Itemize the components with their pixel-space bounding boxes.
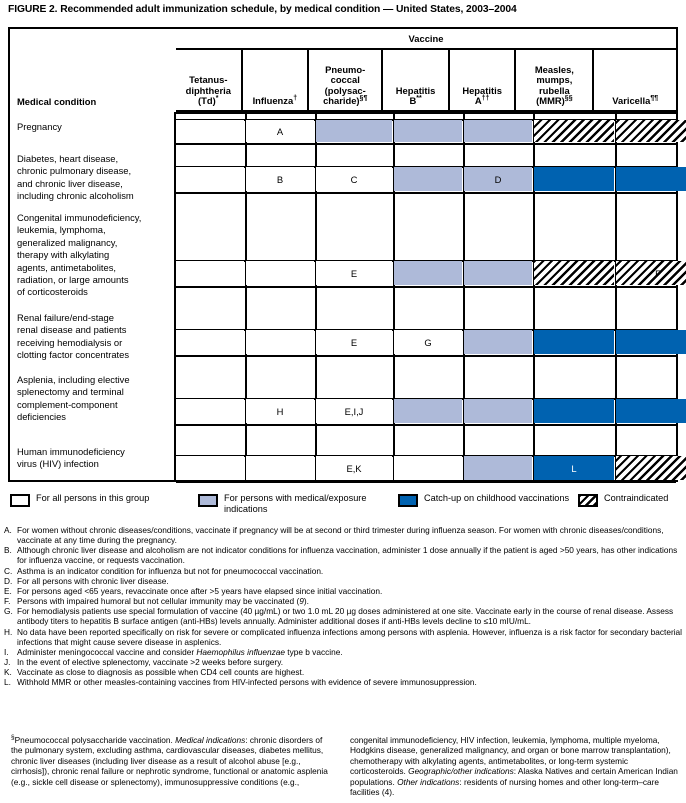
cell-pregnancy-influenza[interactable] <box>246 120 314 142</box>
condition-label-pregnancy <box>17 121 170 133</box>
cell-pregnancy-tetanus-diphtheria[interactable] <box>176 120 244 142</box>
footnote-marker: ¶¶ <box>650 95 659 103</box>
cell-asplenia-pneumococcal[interactable] <box>316 399 392 423</box>
footnote-g <box>4 606 682 626</box>
vaccine-header-line: Varicella¶¶ <box>612 95 659 107</box>
cell-hiv-hepatitis-a[interactable] <box>464 456 532 480</box>
cell-pregnancy-pneumococcal[interactable] <box>316 120 392 142</box>
cell-diabetes-heart-pulmonary-liver-varicella[interactable] <box>616 167 686 191</box>
condition-label-line: agents, antimetabolites, <box>17 261 117 273</box>
footnote-l <box>4 677 682 687</box>
condition-label-line: Asplenia, including elective <box>17 374 130 385</box>
footnote-text: No data have been reported specifically on risk for severe or complicated influenza infections among persons with asplenia. However, influenza is a risk factor for secondary bacterial infections that might cause severe disease in asplenics. <box>17 626 683 647</box>
condition-label-diabetes-heart-pulmonary-liver <box>17 153 170 203</box>
condition-label-renal-failure <box>17 312 170 362</box>
figure-title: FIGURE 2. Recommended adult immunization schedule, by medical condition — United States, 2003–2004 <box>8 4 517 15</box>
cell-diabetes-heart-pulmonary-liver-hepatitis-a[interactable] <box>464 167 532 191</box>
cell-congenital-immunodeficiency-tetanus-diphtheria[interactable] <box>176 261 244 285</box>
footnote-key: C. <box>4 565 13 576</box>
footnote-text: Persons with impaired humoral but not cellular immunity may be vaccinated (9). <box>17 596 309 607</box>
cell-label: E,I,J <box>344 405 364 417</box>
footnote-text: For women without chronic diseases/conditions, vaccinate if pregnancy will be at second or third trimester during influenza season. For women with chronic diseases/conditions, vaccinate at any time during the pregnancy. <box>17 525 664 546</box>
legend-label: For persons with medical/exposure indications <box>224 493 367 514</box>
vaccine-header-line: rubella <box>539 84 570 96</box>
vaccine-header-line: B** <box>409 95 422 107</box>
footnote-key: E. <box>4 585 12 596</box>
legend-item-lav <box>198 493 393 515</box>
footnote-key: K. <box>4 667 12 678</box>
grid-horizontal-rule <box>176 355 676 357</box>
footnote-k <box>4 667 682 677</box>
schedule-grid <box>176 112 676 480</box>
footnote-c <box>4 566 682 576</box>
legend <box>8 489 678 515</box>
vaccine-header-line: (Td)* <box>198 95 219 107</box>
cell-congenital-immunodeficiency-influenza[interactable] <box>246 261 314 285</box>
footnote-key: B. <box>4 545 12 556</box>
condition-label-line: chronic pulmonary disease, <box>17 165 132 177</box>
cell-asplenia-tetanus-diphtheria[interactable] <box>176 399 244 423</box>
condition-label-line: radiation, or large amounts <box>17 274 129 286</box>
vaccine-header-line: (polysac- <box>324 84 366 96</box>
vaccine-column-headers <box>176 50 676 112</box>
vaccine-header-influenza <box>243 50 310 110</box>
vaccine-header-line: Tetanus- <box>189 74 228 86</box>
cell-renal-failure-tetanus-diphtheria[interactable] <box>176 330 244 354</box>
cell-renal-failure-hepatitis-a[interactable] <box>464 330 532 354</box>
vaccine-header-hepatitis-b <box>383 50 450 110</box>
vaccine-header-line: Influenza† <box>252 95 298 107</box>
condition-label-line: deficiencies <box>17 411 66 423</box>
cell-renal-failure-hepatitis-b[interactable] <box>394 330 462 354</box>
cell-congenital-immunodeficiency-hepatitis-a[interactable] <box>464 261 532 285</box>
condition-label-line: virus (HIV) infection <box>17 458 99 470</box>
cell-renal-failure-pneumococcal[interactable] <box>316 330 392 354</box>
condition-label-line: and chronic liver disease, <box>17 177 123 189</box>
footnote-key: F. <box>4 596 11 607</box>
condition-label-hiv <box>17 446 170 471</box>
vaccine-header-line: Hepatitis <box>395 84 436 96</box>
cell-diabetes-heart-pulmonary-liver-influenza[interactable] <box>246 167 314 191</box>
grid-horizontal-rule <box>176 192 676 194</box>
cell-pregnancy-hepatitis-a[interactable] <box>464 120 532 142</box>
footnote-e <box>4 586 682 596</box>
condition-label-line: splenectomy and terminal <box>17 386 124 398</box>
cell-congenital-immunodeficiency-varicella[interactable] <box>616 261 686 285</box>
cell-label: H <box>276 405 284 417</box>
footnote-b <box>4 545 682 565</box>
legend-label: For all persons in this group <box>36 493 150 503</box>
vaccine-header-line: Pneumo- <box>325 63 366 75</box>
footnote-marker: †† <box>481 95 490 103</box>
vaccine-header-mmr <box>516 50 594 110</box>
footnote-text: Withhold MMR or other measles-containing vaccines from HIV-infected persons with evidence of severe immunosuppression. <box>17 677 477 688</box>
footnote-d <box>4 576 682 586</box>
section-footnote-marker: § <box>11 734 15 742</box>
condition-label-line: Diabetes, heart disease, <box>17 153 119 164</box>
footnote-marker: §§ <box>564 95 573 103</box>
condition-label-line: therapy with alkylating <box>17 249 110 261</box>
cell-hiv-tetanus-diphtheria[interactable] <box>176 456 244 480</box>
condition-column <box>10 112 176 480</box>
vaccine-header-pneumococcal <box>309 50 383 110</box>
footnote-j <box>4 657 682 667</box>
cell-diabetes-heart-pulmonary-liver-hepatitis-b[interactable] <box>394 167 462 191</box>
vaccine-header-varicella <box>594 50 676 110</box>
cell-congenital-immunodeficiency-pneumococcal[interactable] <box>316 261 392 285</box>
cell-hiv-varicella[interactable] <box>616 456 686 480</box>
cell-label: E,K <box>346 462 362 474</box>
cell-renal-failure-mmr[interactable] <box>534 330 614 354</box>
condition-label-line: including chronic alcoholism <box>17 190 134 202</box>
footnote-text: Asthma is an indicator condition for influenza but not for pneumococcal vaccination. <box>17 565 324 576</box>
condition-label-line: renal disease and patients <box>17 324 127 336</box>
legend-swatch-blue-icon <box>398 494 418 507</box>
grid-horizontal-rule <box>176 143 676 145</box>
condition-label-asplenia <box>17 374 170 424</box>
footnote-key: H. <box>4 626 13 637</box>
legend-item-hatch <box>578 493 686 507</box>
legend-swatch-white-icon <box>10 494 30 507</box>
cell-label: G <box>424 336 432 348</box>
condition-label-line: Pregnancy <box>17 121 62 132</box>
footnote-key: I. <box>4 646 9 657</box>
grid-horizontal-rule <box>176 481 676 483</box>
grid-horizontal-rule <box>176 286 676 288</box>
footnote-key: A. <box>4 525 12 535</box>
vaccine-header-hepatitis-a <box>450 50 517 110</box>
footnote-text: Administer meningococcal vaccine and consider Haemophilus influenzae type b vaccine. <box>17 646 343 657</box>
cell-label: B <box>276 173 284 185</box>
table-body <box>10 112 676 480</box>
footnote-text: For all persons with chronic liver disease. <box>17 575 169 586</box>
cell-diabetes-heart-pulmonary-liver-mmr[interactable] <box>534 167 614 191</box>
condition-label-line: Renal failure/end-stage <box>17 312 114 323</box>
vaccine-header-line: A†† <box>474 95 490 107</box>
vaccine-header-line: charide)§¶ <box>323 95 368 107</box>
grid-horizontal-rule <box>176 112 676 114</box>
cell-asplenia-influenza[interactable] <box>246 399 314 423</box>
legend-item-blue <box>398 493 573 507</box>
cell-renal-failure-influenza[interactable] <box>246 330 314 354</box>
legend-item-white <box>10 493 195 507</box>
footnote-key: L. <box>4 677 11 688</box>
cell-hiv-pneumococcal[interactable] <box>316 456 392 480</box>
vaccine-header-line: Measles, <box>534 63 574 75</box>
cell-label: A <box>276 125 284 137</box>
footnote-h <box>4 627 682 647</box>
footnote-key: J. <box>4 657 11 668</box>
condition-label-congenital-immunodeficiency <box>17 212 170 299</box>
legend-swatch-hatch-icon <box>578 494 598 507</box>
cell-asplenia-varicella[interactable] <box>616 399 686 423</box>
footnote-a <box>4 525 682 545</box>
cell-asplenia-hepatitis-a[interactable] <box>464 399 532 423</box>
cell-diabetes-heart-pulmonary-liver-pneumococcal[interactable] <box>316 167 392 191</box>
footnote-key: G. <box>4 606 13 617</box>
condition-label-line: generalized malignancy, <box>17 236 118 248</box>
condition-label-line: clotting factor concentrates <box>17 349 130 361</box>
footnote-marker: ** <box>416 95 422 103</box>
vaccine-header-line: coccal <box>330 74 360 86</box>
footnote-marker: * <box>215 95 219 103</box>
condition-label-line: leukemia, lymphoma, <box>17 224 106 236</box>
section-footnote-left-text: Pneumococcal polysaccharide vaccination. Medical indications: chronic disorders of the pulmonary system, excluding asthma, cardiovascular diseases, diabetes mellitus, chronic liver diseases (including liver disease as a result of alcohol abuse [e.g., cirrhosis]), chronic renal failure or nephrotic syndrome, functional or anatomic asplenia (e.g., sickle cell disease or splenectomy), immunosuppressive conditions (e.g., <box>11 735 328 787</box>
cell-congenital-immunodeficiency-hepatitis-b[interactable] <box>394 261 462 285</box>
cell-label: E <box>350 267 358 279</box>
footnote-list <box>4 525 682 688</box>
column-group-header-vaccine: Vaccine <box>176 29 676 50</box>
footnote-f <box>4 596 682 606</box>
cell-asplenia-mmr[interactable] <box>534 399 614 423</box>
footnote-text: Although chronic liver disease and alcoholism are not indicator conditions for influenza vaccination, administer 1 dose annually if the patient is aged >50 years, has other indications for influenza vaccine, or requests vaccination. <box>17 545 678 566</box>
footnote-text: For hemodialysis patients use special formulation of vaccine (40 µg/mL) or two 1.0 mL 20 µg doses administered at one site. Vaccinate early in the course of renal disease. Assess antibody titers to hepatitis B surface antigen (anti-HBs) levels annually. Administer additional doses if anti-HBs levels decline to ≤10 mIU/mL. <box>17 606 674 627</box>
cell-hiv-influenza[interactable] <box>246 456 314 480</box>
cell-diabetes-heart-pulmonary-liver-tetanus-diphtheria[interactable] <box>176 167 244 191</box>
legend-label: Catch-up on childhood vaccinations <box>424 493 570 503</box>
section-footnote <box>4 735 682 797</box>
condition-label-line: of corticosteroids <box>17 286 88 298</box>
legend-label: Contraindicated <box>604 493 669 503</box>
cell-pregnancy-hepatitis-b[interactable] <box>394 120 462 142</box>
grid-horizontal-rule <box>176 424 676 426</box>
legend-swatch-lav-icon <box>198 494 218 507</box>
footnote-text: In the event of elective splenectomy, vaccinate >2 weeks before surgery. <box>17 657 284 668</box>
cell-pregnancy-varicella[interactable] <box>616 120 686 142</box>
cell-label: F <box>655 267 661 279</box>
vaccine-header-tetanus-diphtheria <box>176 50 243 110</box>
immunization-schedule-table <box>8 27 678 482</box>
vaccine-header-line: Hepatitis <box>462 84 502 96</box>
cell-label: C <box>350 173 358 185</box>
condition-label-line: receiving hemodialysis or <box>17 336 123 348</box>
vaccine-header-line: mumps, <box>536 74 573 86</box>
condition-label-line: Human immunodeficiency <box>17 446 125 457</box>
cell-congenital-immunodeficiency-mmr[interactable] <box>534 261 614 285</box>
footnote-key: D. <box>4 575 13 586</box>
footnote-i <box>4 647 682 657</box>
column-header-medical-condition: Medical condition <box>17 96 97 107</box>
cell-hiv-hepatitis-b[interactable] <box>394 456 462 480</box>
section-footnote-right <box>350 735 682 797</box>
section-footnote-right-text: congenital immunodeficiency, HIV infection, leukemia, lymphoma, multiple myeloma, Hodgkins disease, generalized malignancy, and organ or bone marrow transplantation), chemotherapy with alkylating agents, antimetabolites, or long-term systemic corticosteroids. Geographic/other indications: Alaska Natives and certain American Indian populations. Other indications: residents of nursing homes and other long-term–care facilities (4). <box>350 735 678 798</box>
cell-asplenia-hepatitis-b[interactable] <box>394 399 462 423</box>
vaccine-header-line: (MMR)§§ <box>536 95 573 107</box>
footnote-marker: † <box>293 95 298 103</box>
cell-hiv-mmr[interactable] <box>534 456 614 480</box>
section-footnote-left <box>4 735 336 797</box>
cell-label: D <box>494 173 502 185</box>
cell-label: E <box>350 336 358 348</box>
condition-label-line: Congenital immunodeficiency, <box>17 212 142 223</box>
vaccine-header-line: diphtheria <box>185 84 231 96</box>
footnote-text: For persons aged <65 years, revaccinate once after >5 years have elapsed since initial vaccination. <box>17 585 383 596</box>
cell-label: L <box>571 462 577 474</box>
cell-pregnancy-mmr[interactable] <box>534 120 614 142</box>
footnote-marker: §¶ <box>359 95 368 103</box>
footnote-text: Vaccinate as close to diagnosis as possible when CD4 cell counts are highest. <box>17 667 305 678</box>
cell-renal-failure-varicella[interactable] <box>616 330 686 354</box>
condition-label-line: complement-component <box>17 398 118 410</box>
